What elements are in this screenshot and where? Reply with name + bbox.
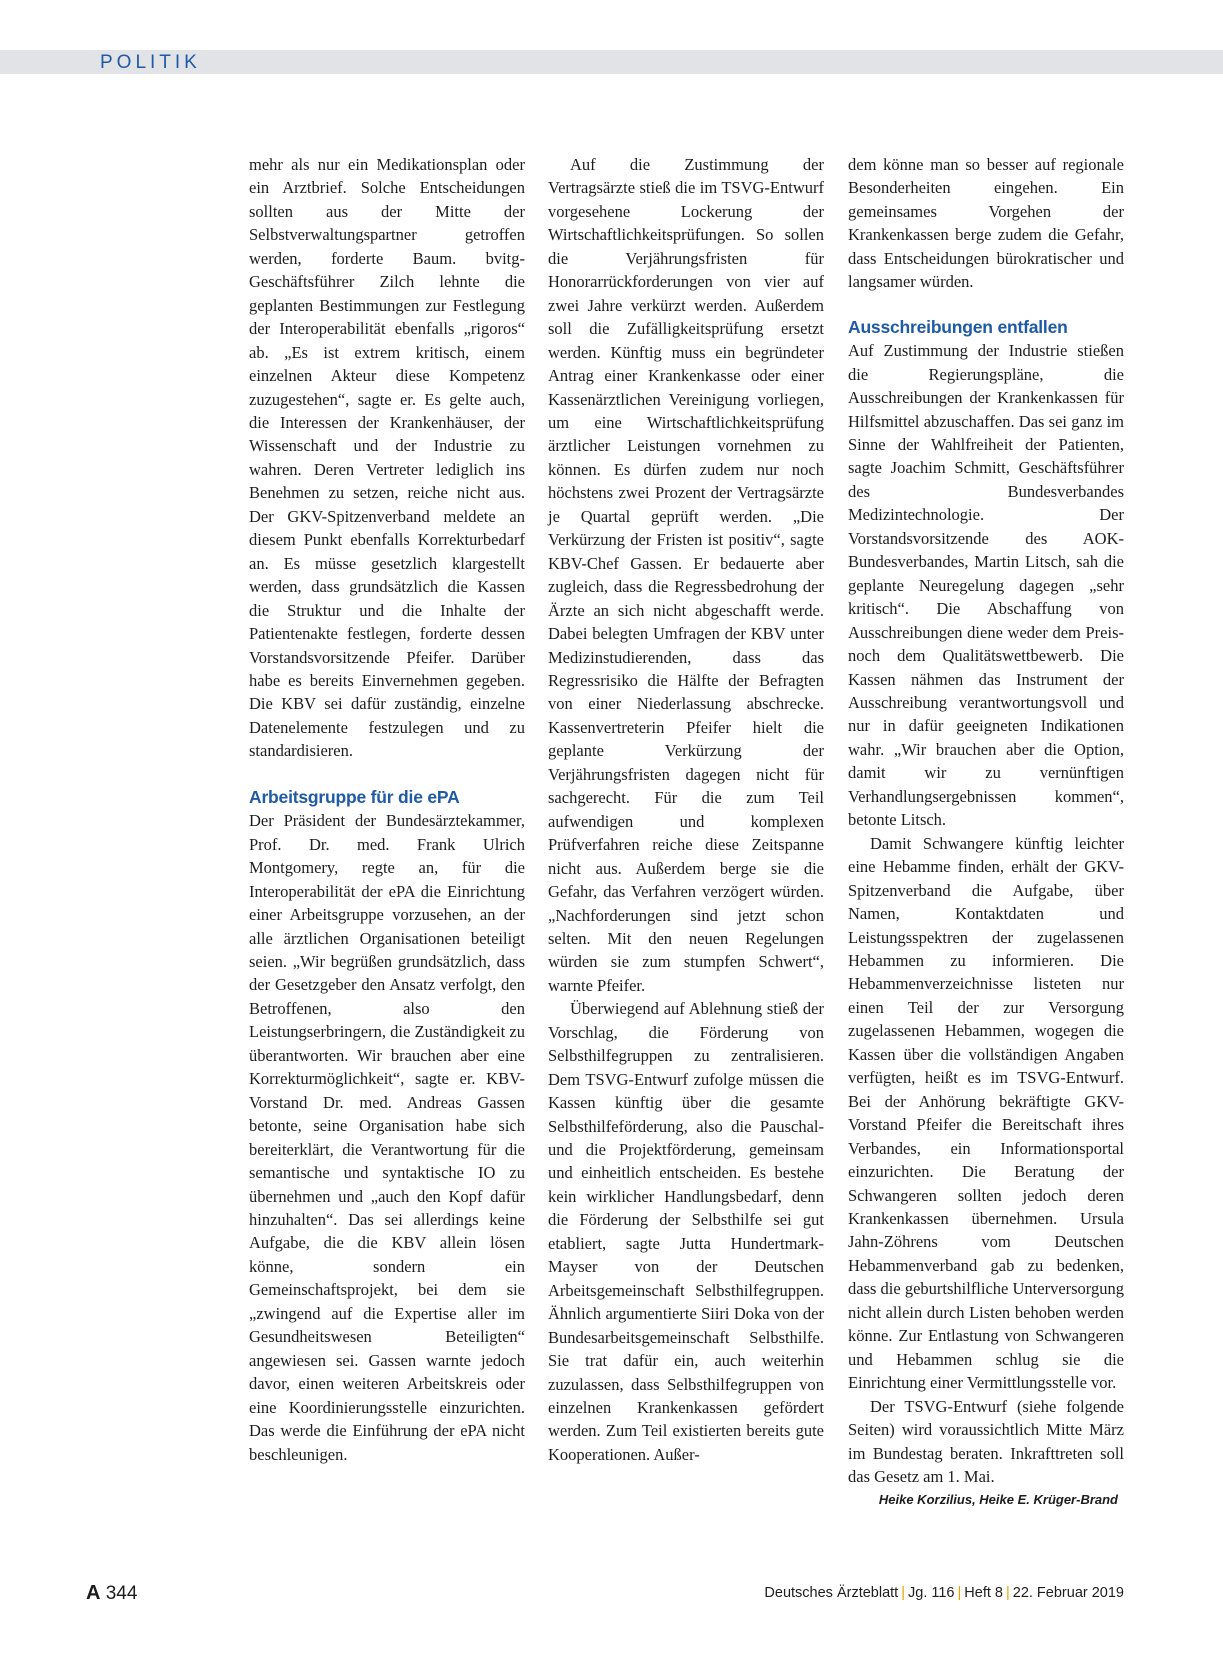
page-number — [86, 1582, 137, 1605]
subheading: Ausschreibungen entfallen — [848, 316, 1068, 337]
paragraph: Damit Schwangere künftig leichter eine Hebamme finden, erhält der GKV-Spitzenverband die Aufgabe, über Namen, Kontaktdaten und Leistungsspektren der zugelassenen Hebammen zu informieren. Die Hebammenverzeichnisse listeten nur einen Teil der zur Versorgung zugelassenen Hebammen, wogegen die Kassen über die vollständigen Angaben verfügten, heißt es im TSVG-Entwurf. Bei der Anhörung bekräftigte GKV-Vorstand Pfeifer die Bereitschaft ihres Verbandes, ein Informationsportal einzurichten. Die Beratung der Schwangeren sollten jedoch deren Krankenkassen übernehmen. Ursula Jahn-Zöhrens vom Deutschen Hebammenverband gab zu bedenken, dass die geburtshilfliche Unterversorgung nicht allein durch Listen behoben werden könne. Zur Entlastung von Schwangeren und Hebammen schlug sie die Einrichtung einer Vermittlungsstelle vor. — [848, 833, 1125, 1393]
journal-date: 22. Februar 2019 — [1012, 1585, 1124, 1601]
footer-separator: | — [957, 1585, 962, 1601]
article-column-2 — [548, 153, 824, 1466]
journal-name: Deutsches Ärzteblatt — [764, 1585, 899, 1601]
article-column-3 — [848, 153, 1124, 1510]
page-number-value: 344 — [105, 1583, 138, 1604]
journal-volume: Jg. 116 — [908, 1585, 955, 1601]
footer-separator: | — [901, 1585, 905, 1601]
paragraph: Der Präsident der Bundesärztekammer, Prof. Dr. med. Frank Ulrich Montgomery, regte an, für die Interoperabilität der ePA die Einrichtung einer Arbeitsgruppe vorzusehen, an der alle ärztlichen Organisationen beteiligt seien. „Wir begrüßen grundsätzlich, dass der Gesetzgeber den Ansatz verfolgt, den Betroffenen, also den Leistungserbringern, die Zuständigkeit zu überantworten. Wir brauchen aber eine Korrekturmöglichkeit“, sagte er. KBV-Vorstand Dr. med. Andreas Gassen betonte, seine Organisation habe sich bereiterklärt, die Verantwortung für die semantische und syntaktische IO zu übernehmen und „auch den Kopf dafür hinzuhalten“. Das sei allerdings keine Aufgabe, die die KBV allein lösen könne, sondern ein Gemeinschaftsprojekt, bei dem sie „zwingend auf die Expertise aller im Gesundheitswesen Beteiligten“ angewiesen sei. Gassen warnte jedoch davor, einen weiteren Arbeitskreis oder eine Koordinierungsstelle einzurichten. Das werde die Einführung der ePA nicht beschleunigen. — [249, 811, 525, 1464]
paragraph: mehr als nur ein Medikationsplan oder ein Arztbrief. Solche Entscheidungen sollten aus der Mitte der Selbstverwaltungspartner getroffen werden, forderte Baum. bvitg-Geschäftsführer Zilch lehnte die geplanten Bestimmungen zur Festlegung der Interoperabilität ebenfalls „rigoros“ ab. „Es ist extrem kritisch, einem einzelnen Akteur diese Kompetenz zuzugestehen“, sagte er. Es gelte auch, die Interessen der Krankenhäuser, der Wissenschaft und der Industrie zu wahren. Deren Vertreter lediglich ins Benehmen zu setzen, reiche nicht aus. Der GKV-Spitzenverband meldete an diesem Punkt ebenfalls Korrekturbedarf an. Es müsse gesetzlich klargestellt werden, dass grundsätzlich die Kassen die Struktur und die Inhalte der Patientenakte festlegen, forderte dessen Vorstandsvorsitzende Pfeifer. Darüber habe es bereits Einvernehmen gegeben. Die KBV sei dafür zuständig, einzelne Datenelemente festzulegen und zu standardisieren. — [249, 155, 525, 761]
author-byline: Heike Korzilius, Heike E. Krüger-Brand — [878, 1492, 1118, 1508]
journal-issue: Heft 8 — [964, 1585, 1003, 1601]
article-column-1 — [249, 153, 525, 1466]
paragraph: Der TSVG-Entwurf (siehe folgende Seiten) wird voraussichtlich Mitte März im Bundestag beraten. Inkrafttreten soll das Gesetz am 1. Mai. — [848, 1396, 1124, 1486]
paragraph: Auf die Zustimmung der Vertragsärzte stieß die im TSVG-Entwurf vorgesehene Lockerung der Wirtschaftlichkeitsprüfungen. So sollen die Verjährungsfristen für Honorarrückforderungen von vier auf zwei Jahre verkürzt werden. Außerdem soll die Zufälligkeitsprüfung ersetzt werden. Künftig muss ein begründeter Antrag einer Krankenkasse oder einer Kassenärztlichen Vereinigung vorliegen, um eine Wirtschaftlichkeitsprüfung ärztlicher Leistungen vornehmen zu können. Es dürfen zudem nur noch höchstens zwei Prozent der Vertragsärzte je Quartal geprüft werden. „Die Verkürzung der Fristen ist positiv“, sagte KBV-Chef Gassen. Er bedauerte aber zugleich, dass die Regressbedrohung der Ärzte an sich nicht abgeschafft werde. Dabei belegten Umfragen der KBV unter Medizinstudierenden, dass das Regressrisiko die Hälfte der Befragten von einer Niederlassung abschrecke. Kassenvertreterin Pfeifer hielt die geplante Verkürzung der Verjährungsfristen dagegen nicht für sachgerecht. Für die zum Teil aufwendigen und komplexen Prüfverfahren reiche diese Zeitspanne nicht aus. Außerdem berge sie die Gefahr, das Verfahren verzögert würden. „Nachforderungen sind jetzt schon selten. Mit den neuen Regelungen würden sie zum stumpfen Schwert“, warnte Pfeifer. — [548, 155, 824, 995]
paragraph: Überwiegend auf Ablehnung stieß der Vorschlag, die Förderung von Selbsthilfegruppen zu zentralisieren. Dem TSVG-Entwurf zufolge müssen die Kassen künftig über die gesamte Selbsthilfeförderung, also die Pauschal- und die Projektförderung, gemeinsam und einheitlich entscheiden. Es bestehe kein wirklicher Handlungsbedarf, denn die Förderung der Selbsthilfe sei gut etabliert, sagte Jutta Hundertmark-Mayser von der Deutschen Arbeitsgemeinschaft Selbsthilfegruppen. Ähnlich argumentierte Siiri Doka von der Bundesarbeitsgemeinschaft Selbsthilfe. Sie trat dafür ein, auch weiterhin zuzulassen, dass Selbsthilfegruppen von einzelnen Krankenkassen gefördert werden. Zum Teil existierten bereits gute Kooperationen. Außer- — [548, 999, 824, 1464]
subheading: Arbeitsgruppe für die ePA — [249, 786, 460, 807]
paragraph: Auf Zustimmung der Industrie stießen die Regierungspläne, die Ausschreibungen der Krankenkassen für Hilfsmittel abzuschaffen. Das sei ganz im Sinne der Wahlfreiheit der Patienten, sagte Joachim Schmitt, Geschäftsführer des Bundesverbandes Medizintechnologie. Der Vorstandsvorsitzende des AOK-Bundesverbandes, Martin Litsch, sah die geplante Neuregelung dagegen „sehr kritisch“. Die Abschaffung von Ausschreibungen diene weder dem Preis- noch dem Qualitätswettbewerb. Die Kassen nähmen das Instrument der Ausschreibung verantwortungsvoll und nur in dafür geeigneten Indikationen wahr. „Wir brauchen aber die Option, damit wir zu vernünftigen Verhandlungsergebnissen kommen“, betonte Litsch. — [848, 341, 1124, 830]
page-prefix: A — [86, 1582, 101, 1604]
journal-footer — [764, 1585, 1124, 1601]
paragraph: dem könne man so besser auf regionale Besonderheiten eingehen. Ein gemeinsames Vorgehen der Krankenkassen berge zudem die Gefahr, dass Entscheidungen bürokratischer und langsamer würden. — [848, 155, 1124, 292]
footer-separator: | — [1005, 1585, 1010, 1601]
section-label: POLITIK — [100, 52, 201, 73]
